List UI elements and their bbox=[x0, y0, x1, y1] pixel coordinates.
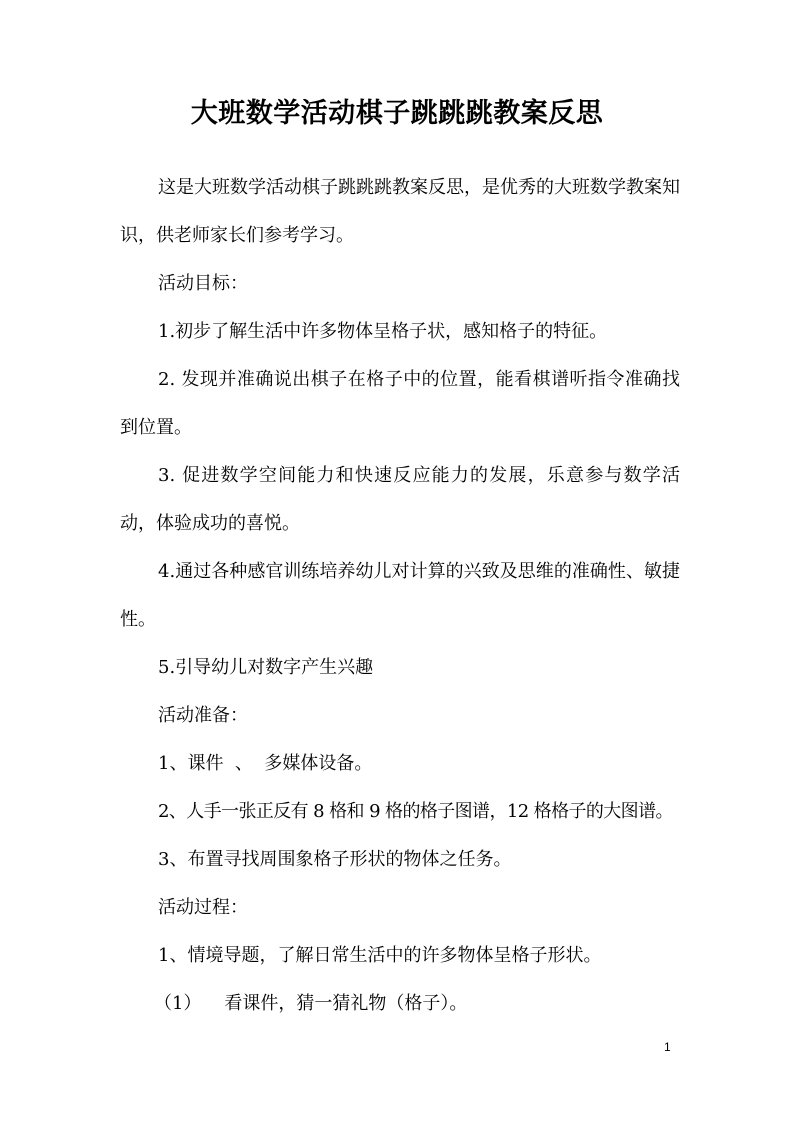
intro-paragraph: 这是大班数学活动棋子跳跳跳教案反思，是优秀的大班数学教案知识，供老师家长们参考学习。 bbox=[120, 177, 680, 246]
section-heading-goals: 活动目标： bbox=[158, 273, 248, 294]
goal-item-1: 1.初步了解生活中许多物体呈格子状，感知格子的特征。 bbox=[158, 321, 608, 342]
goal-item-3: 3. 促进数学空间能力和快速反应能力的发展，乐意参与数学活动，体验成功的喜悦。 bbox=[120, 465, 680, 534]
process-item-1: 1、情境导题，了解日常生活中的许多物体呈格子形状。 bbox=[158, 945, 602, 966]
goal-item-4: 4.通过各种感官训练培养幼儿对计算的兴致及思维的准确性、敏捷性。 bbox=[120, 561, 680, 630]
page-number: 1 bbox=[664, 1040, 671, 1054]
document-body bbox=[120, 164, 680, 1028]
preparation-item-3: 3、布置寻找周围象格子形状的物体之任务。 bbox=[158, 849, 512, 870]
section-heading-preparation: 活动准备： bbox=[158, 705, 248, 726]
goal-item-2: 2. 发现并准确说出棋子在格子中的位置，能看棋谱听指令准确找到位置。 bbox=[120, 369, 680, 438]
preparation-item-1: 1、课件 、 多媒体设备。 bbox=[158, 753, 373, 774]
preparation-item-2: 2、人手一张正反有 8 格和 9 格的格子图谱，12 格格子的大图谱。 bbox=[158, 801, 673, 822]
goal-item-5: 5.引导幼儿对数字产生兴趣 bbox=[158, 657, 374, 678]
document-title: 大班数学活动棋子跳跳跳教案反思 bbox=[190, 98, 604, 129]
process-subitem-1: （1） 看课件，猜一猜礼物（格子）。 bbox=[154, 993, 468, 1014]
section-heading-process: 活动过程： bbox=[158, 897, 248, 918]
